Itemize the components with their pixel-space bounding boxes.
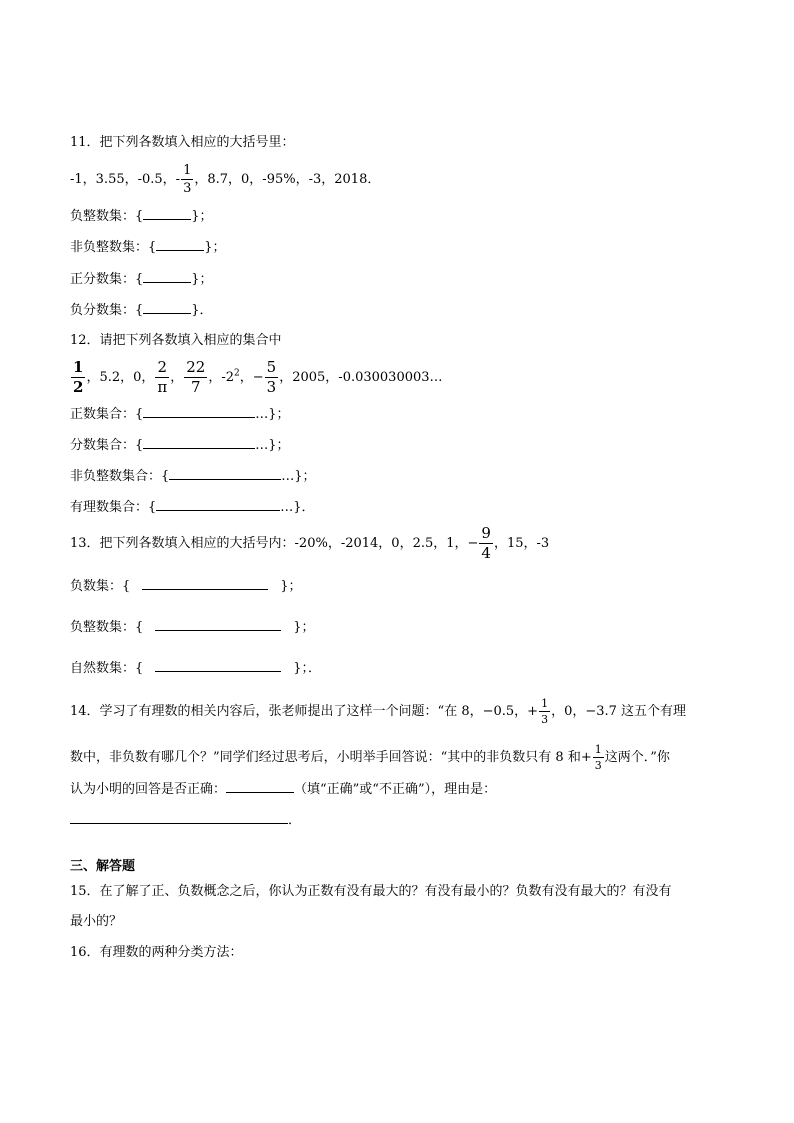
answer-blank[interactable]	[226, 779, 294, 793]
q11-set-row: 负分数集：{ }．	[70, 300, 213, 320]
q12-fraction-2: $\frac{2}{\pi}$	[157, 358, 168, 396]
q11-fraction: $\frac{1}{3}$	[183, 163, 192, 196]
section-heading: 三、解答题	[70, 859, 136, 874]
answer-blank[interactable]	[70, 810, 288, 824]
q12-fraction-4: $\frac{5}{3}$	[266, 358, 277, 396]
q11-set-row: 负整数集：{ }；	[70, 206, 213, 226]
q12-set-row: 正数集合：{ …}；	[70, 404, 290, 424]
answer-blank[interactable]	[143, 435, 255, 449]
q11-numbers-a: -1，3.55，-0.5，-	[70, 172, 181, 187]
answer-blank[interactable]	[155, 617, 281, 631]
q11-set-row: 正分数集：{ }；	[70, 269, 213, 289]
q14-fraction: $\frac{1}{3}$	[594, 743, 602, 772]
q11-numbers	[70, 164, 380, 195]
q13-set-row: 负整数集：{ }；	[70, 617, 315, 637]
q15-line-2: 最小的？	[70, 914, 123, 929]
answer-blank[interactable]	[143, 206, 191, 220]
q14-line-4: ．	[70, 810, 301, 830]
answer-blank[interactable]	[155, 658, 281, 672]
answer-blank[interactable]	[156, 237, 204, 251]
answer-blank[interactable]	[143, 269, 191, 283]
q13-set-row: 自然数集：{ }；．	[70, 658, 321, 678]
q11-stem: 11．把下列各数填入相应的大括号里：	[70, 135, 295, 150]
q14-line-1: 14．学习了有理数的相关内容后，张老师提出了这样一个问题：“在 8，−0.5，+ $\frac{1}{3}$ ，0，−3.7 这五个有理	[70, 697, 687, 726]
q12-stem: 12．请把下列各数填入相应的集合中	[70, 333, 282, 348]
answer-blank[interactable]	[142, 576, 268, 590]
q14-fraction: $\frac{1}{3}$	[541, 697, 549, 726]
q16-stem: 16．有理数的两种分类方法：	[70, 945, 243, 960]
q13-stem: 13．把下列各数填入相应的大括号内：-20%，-2014，0，2.5，1，− $\frac{9}{4}$ ，15，-3	[70, 524, 550, 562]
q12-numbers: $\frac{1}{2}$ ，5.2，0， $\frac{2}{\pi}$ ， $\frac{22}{7}$ ，$-2^2$，− $\frac{5}{3}$ ，2005，-0.030030003…	[73, 358, 443, 396]
answer-blank[interactable]	[143, 300, 191, 314]
q14-line-3: 认为小明的回答是否正确： （填“正确”或“不正确”），理由是：	[70, 779, 496, 799]
q11-set-row: 非负整数集：{ }；	[70, 237, 226, 257]
q12-set-row: 有理数集合：{ …}．	[70, 497, 315, 517]
q13-fraction: $\frac{9}{4}$	[481, 524, 491, 562]
answer-blank[interactable]	[156, 497, 280, 511]
q15-line-1: 15．在了解了正、负数概念之后，你认为正数有没有最大的？有没有最小的？负数有没有最大的？有没有	[70, 884, 672, 899]
q14-line-2: 数中，非负数有哪几个？”同学们经过思考后，小明举手回答说：“其中的非负数只有 8 和+ $\frac{1}{3}$ 这两个．”你	[70, 743, 670, 772]
q12-fraction-1: $\frac{1}{2}$	[73, 358, 84, 396]
answer-blank[interactable]	[143, 404, 255, 418]
q12-set-row: 非负整数集合：{ …}；	[70, 466, 316, 486]
q13-set-row: 负数集：{ }；	[70, 576, 302, 596]
q12-set-row: 分数集合：{ …}；	[70, 435, 290, 455]
q12-fraction-3: $\frac{22}{7}$	[186, 358, 206, 396]
q11-numbers-b: ，8.7，0，-95%，-3，2018．	[194, 172, 381, 187]
answer-blank[interactable]	[169, 466, 281, 480]
